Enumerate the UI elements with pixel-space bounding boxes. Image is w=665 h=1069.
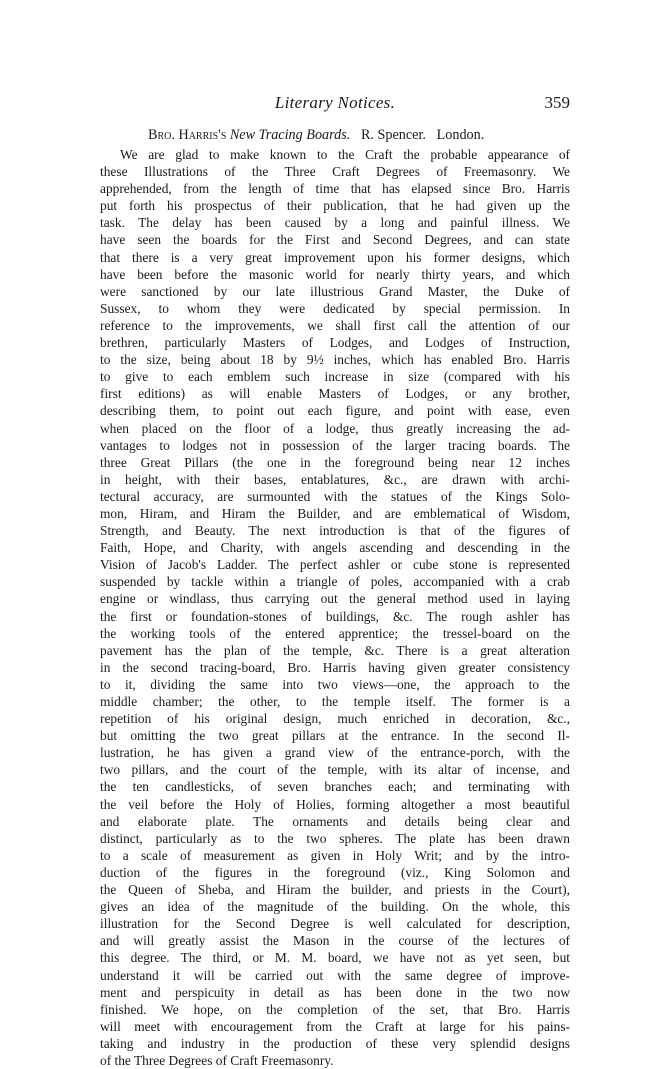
literary-notice (100, 125, 570, 1069)
text-line: Vision of Jacob's Ladder. The perfect ashler or cube stone is represented (100, 557, 570, 573)
text-line: were sanctioned by our late illustrious Grand Master, the Duke of (100, 283, 570, 299)
notice-author: Bro. Harris's (148, 127, 227, 143)
text-line: describing them, to point out each figure, and point with ease, even (100, 403, 570, 419)
text-line: and will greatly assist the Mason in the course of the lectures of (100, 933, 570, 949)
notice-heading (100, 125, 570, 145)
text-line: the first or foundation-stones of buildings, &c. The rough ashler has (100, 608, 570, 624)
text-line: but omitting the two great pillars at the entrance. In the second Il- (100, 728, 570, 744)
text-line: and elaborate plate. The ornaments and details being clear and (100, 813, 570, 829)
text-line: to give to each emblem such increase in size (compared with his (100, 369, 570, 385)
text-line: mon, Hiram, and Hiram the Builder, and are emblematical of Wisdom, (100, 505, 570, 521)
running-head (100, 93, 570, 115)
text-line: will meet with encouragement from the Craft at large for his pains- (100, 1018, 570, 1034)
text-line: first editions) as will enable Masters of Lodges, or any brother, (100, 386, 570, 402)
text-line: have seen the boards for the First and Second Degrees, and can state (100, 232, 570, 248)
text-line: the Queen of Sheba, and Hiram the builder, and priests in the Court), (100, 882, 570, 898)
text-line: distinct, particularly as to the two spheres. The plate has been drawn (100, 830, 570, 846)
text-line: two pillars, and the court of the temple, with its altar of incense, and (100, 762, 570, 778)
text-line: vantages to lodges not in possession of the larger tracing boards. The (100, 437, 570, 453)
text-line: reference to the improvements, we shall first call the attention of our (100, 317, 570, 333)
text-line: when placed on the floor of a lodge, thus greatly increasing the ad- (100, 420, 570, 436)
page-number: 359 (544, 93, 570, 112)
text-line: this degree. The third, or M. M. board, we have not as yet seen, but (100, 950, 570, 966)
text-line: brethren, particularly Masters of Lodges, and Lodges of Instruction, (100, 335, 570, 351)
text-line: suspended by tackle within a triangle of poles, accompanied with a crab (100, 574, 570, 590)
text-line: repetition of his original design, much enriched in decoration, &c., (100, 711, 570, 727)
text-line: the working tools of the entered apprentice; the tressel-board on the (100, 625, 570, 641)
text-line: tectural accuracy, are surmounted with the statues of the Kings Solo- (100, 488, 570, 504)
text-line: Strength, and Beauty. The next introduction is that of the figures of (100, 523, 570, 539)
text-line: apprehended, from the length of time that has elapsed since Bro. Harris (100, 181, 570, 197)
text-line: to it, dividing the same into two views—one, the approach to the (100, 676, 570, 692)
text-line: the veil before the Holy of Holies, forming altogether a most beautiful (100, 796, 570, 812)
text-line: that there is a very great improvement upon his former designs, which (100, 249, 570, 265)
text-line: in height, with their bases, entablatures, &c., are drawn with archi- (100, 471, 570, 487)
text-line: engine or windlass, thus carrying out the general method used in laying (100, 591, 570, 607)
text-line: in the second tracing-board, Bro. Harris having given greater consistency (100, 659, 570, 675)
notice-title: New Tracing Boards. (229, 127, 351, 143)
text-line: these Illustrations of the Three Craft Degrees of Freemasonry. We (100, 164, 570, 180)
text-line: We are glad to make known to the Craft the probable appearance of (120, 147, 570, 162)
text-line: finished. We hope, on the completion of the set, that Bro. Harris (100, 1001, 570, 1017)
text-line: to a scale of measurement as given in Holy Writ; and by the intro- (100, 847, 570, 863)
text-line: duction of the figures in the foreground (viz., King Solomon and (100, 864, 570, 880)
text-line: Sussex, to whom they were dedicated by special permission. In (100, 300, 570, 316)
text-line: of the Three Degrees of Craft Freemasonry. (100, 1052, 334, 1068)
text-line: middle chamber; the other, to the temple itself. The former is a (100, 694, 570, 709)
text-line: illustration for the Second Degree is well calculated for description, (100, 916, 570, 932)
text-line: put forth his prospectus of their publication, that he had given up the (100, 198, 570, 214)
notice-publisher: R. Spencer. (360, 127, 426, 143)
text-line: ment and perspicuity in detail as has been done in the two now (100, 984, 570, 1000)
text-line: pavement has the plan of the temple, &c. There is a great alteration (100, 642, 570, 658)
text-line: taking and industry in the production of these very splendid designs (100, 1035, 570, 1051)
text-line: the ten candlesticks, of seven branches each; and terminating with (100, 779, 570, 795)
text-line: lustration, he has given a grand view of the entrance-porch, with the (100, 745, 570, 761)
text-line: have been before the masonic world for nearly thirty years, and which (100, 266, 570, 282)
text-line: task. The delay has been caused by a long and painful illness. We (100, 215, 570, 231)
text-line: gives an idea of the magnitude of the building. On the whole, this (100, 899, 570, 915)
running-title: Literary Notices. (274, 93, 396, 112)
text-line: Faith, Hope, and Charity, with angels ascending and descending in the (100, 540, 570, 556)
text-line: three Great Pillars (the one in the foreground being near 12 inches (100, 454, 570, 470)
text-line: understand it will be carried out with the same degree of improve- (100, 967, 570, 983)
notice-place: London. (436, 127, 485, 143)
text-line: to the size, being about 18 by 9½ inches, which has enabled Bro. Harris (100, 352, 570, 368)
